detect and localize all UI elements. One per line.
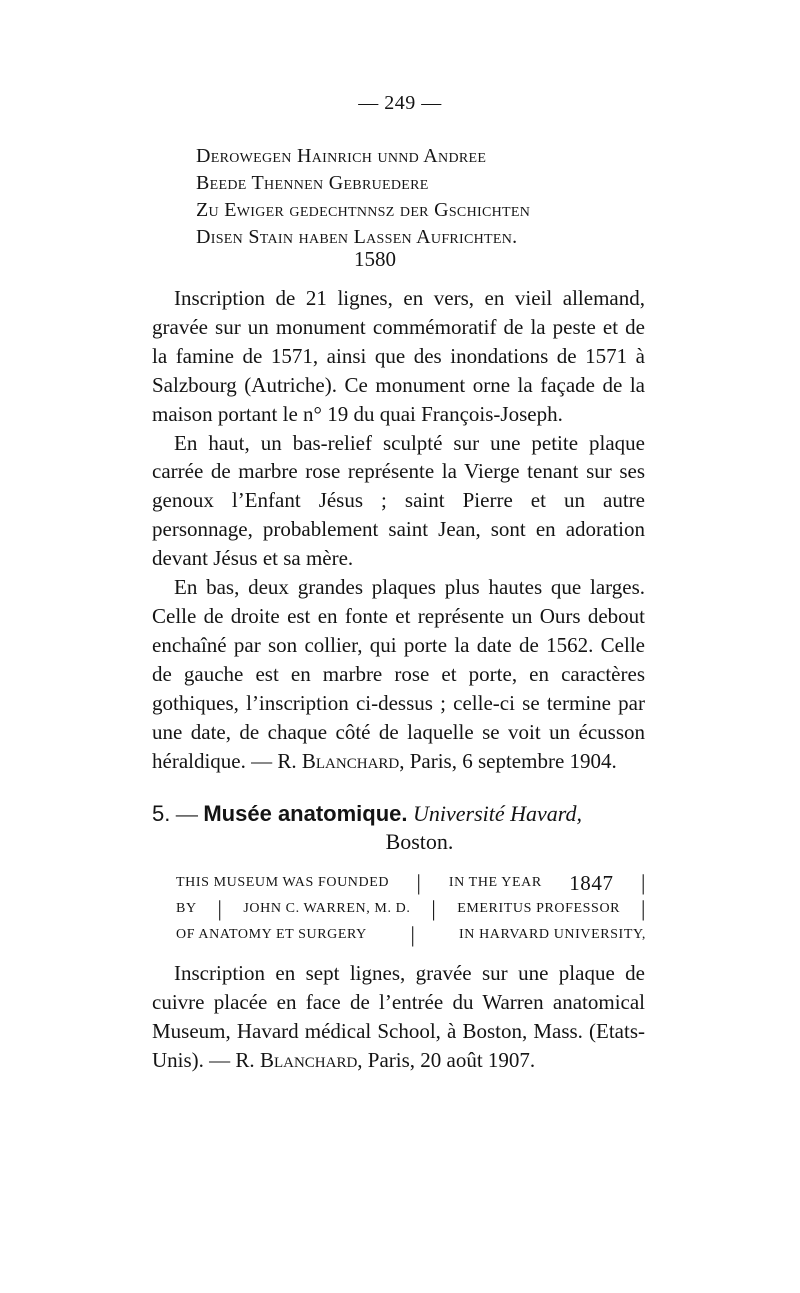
paragraph: Inscription de 21 lignes, en vers, en vieil allemand, gravée sur un monument commémoratif de la peste et de la famine de 1571, ainsi que des inondations de 1571 à Salzbourg (Autriche). Ce monument orne la façade de la maison portant le n° 19 du quai François-Joseph. [152,286,645,426]
paragraph-text: En bas, deux grandes plaques plus hautes que larges. Celle de droite est en fonte et représente un Ours debout enchaîné par son collier, qui porte la date de 1562. Celle de gauche est en marbre rose et porte, en caractères gothiques, l’inscription ci-dessus ; celle-ci se termine par une date, de chaque côté de laquelle se voit un écusson héraldique. — R. [152,575,645,773]
paragraph-text: Inscription en sept lignes, gravée sur une plaque de cuivre placée en face de l’entrée du Warren anatomical Museum, Havard médical School, à Boston, Mass. (Etats-Unis). — R. [152,961,645,1072]
inscription-line: Zu Ewiger gedechtnnsz der Gschichten [196,199,531,221]
inscription-line [176,870,646,896]
entry-title: Musée anatomique. [203,801,408,826]
inscription-text: THIS MUSEUM WAS FOUNDED [176,875,390,890]
inscription-line: Derowegen Hainrich unnd Andree [196,145,487,167]
author-signature: Blanchard [301,748,400,773]
inscription-text: EMERITUS PROFESSOR [457,901,621,916]
inscription-year: 1580 [354,247,396,271]
entry-heading [152,800,645,856]
author-signature: Blanchard [259,1047,358,1072]
inscription-text: BY [176,901,197,916]
inscription-text: JOHN C. WARREN, M. D. [243,901,411,916]
line-separator: | [640,896,646,921]
inscription-year: 1847 [569,871,614,895]
paragraph-text: , Paris, 6 septembre 1904. [399,748,617,773]
inscription-text: IN THE YEAR [448,875,542,890]
inscription-line: Beede Thennen Gebruedere [196,172,429,194]
line-separator: | [410,922,416,947]
page-number: — 249 — [358,92,442,114]
inscription-text: OF ANATOMY ET SURGERY [176,927,367,942]
inscription-text: IN HARVARD UNIVERSITY, [459,927,646,942]
inscription-line [176,922,646,948]
entry-institution: Université Havard, [413,801,583,826]
inscription-line: Disen Stain haben Lassen Aufrichten. [196,226,518,248]
paragraph: En haut, un bas-relief sculpté sur une petite plaque carrée de marbre rose représente la Vierge tenant sur ses genoux l’Enfant Jésus ; saint Pierre et un autre personnage, probablement saint Jean, sont en adoration devant Jésus et sa mère. [152,430,645,571]
entry-city: Boston. [385,829,454,854]
entry-number: 5. [152,801,171,826]
paragraph-text: , Paris, 20 août 1907. [357,1047,536,1072]
english-inscription [176,870,646,948]
description-salzburg [152,284,645,775]
line-separator: | [431,896,437,921]
inscription-line [176,896,646,922]
line-separator: | [416,870,422,895]
paragraph [152,573,645,775]
description-boston [152,959,645,1075]
line-separator: | [640,870,646,895]
line-separator: | [217,896,223,921]
entry-dash: — [175,801,198,826]
paragraph [152,959,645,1075]
german-inscription [196,143,666,271]
